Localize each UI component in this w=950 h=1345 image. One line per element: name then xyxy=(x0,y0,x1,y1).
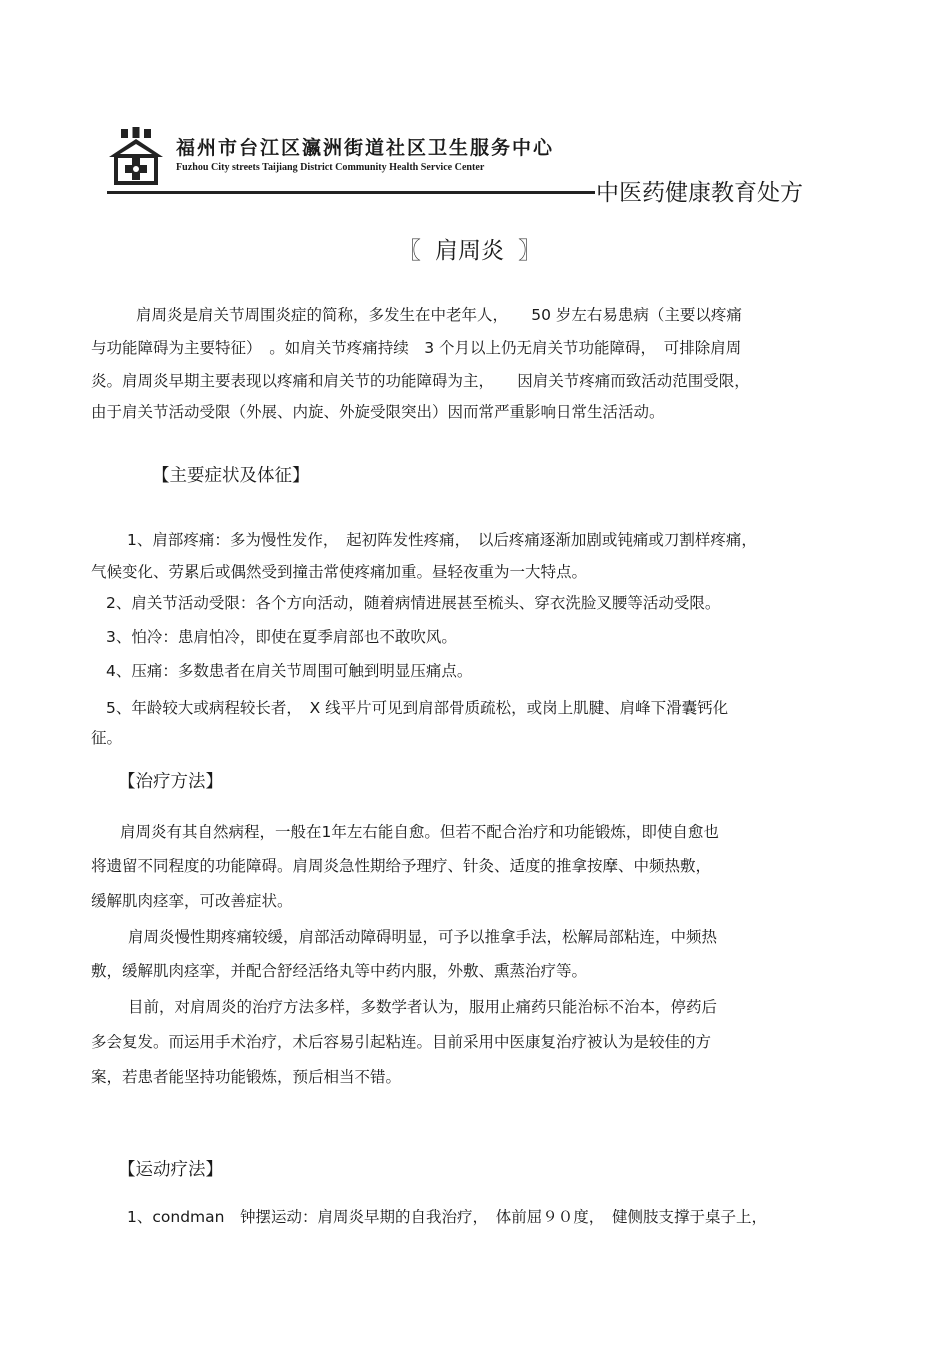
treatment-line-4: 肩周炎慢性期疼痛较缓，肩部活动障碍明显，可予以推拿手法，松解局部粘连，中频热 xyxy=(128,928,718,946)
exercise-line-1: 1、condman 钟摆运动：肩周炎早期的自我治疗， 体前屈９０度， 健侧肢支撑于桌子上， xyxy=(127,1208,767,1226)
intro-line-3: 炎。肩周炎早期主要表现以疼痛和肩关节的功能障碍为主， 因肩关节疼痛而致活动范围受限， xyxy=(91,372,750,390)
organization-name-en: Fuzhou City streets Taijiang District Community Health Service Center xyxy=(176,162,485,173)
logo xyxy=(107,127,165,185)
treatment-line-3: 缓解肌肉痉挛，可改善症状。 xyxy=(91,892,293,910)
treatment-line-1: 肩周炎有其自然病程，一般在1年左右能自愈。但若不配合治疗和功能锻炼，即使自愈也 xyxy=(120,823,719,841)
symptom-line-3: 2、肩关节活动受限：各个方向活动，随着病情进展甚至梳头、穿衣洗脸叉腰等活动受限。 xyxy=(106,594,721,612)
treatment-line-7: 多会复发。而运用手术治疗，术后容易引起粘连。目前采用中医康复治疗被认为是较佳的方 xyxy=(91,1033,712,1051)
treatment-line-8: 案，若患者能坚持功能锻炼，预后相当不错。 xyxy=(91,1068,402,1086)
title-open-bracket: 〖 xyxy=(398,238,421,264)
community-health-logo-icon xyxy=(107,127,165,185)
symptom-line-7: 征。 xyxy=(91,729,123,747)
prescription-title: 中医药健康教育处方 xyxy=(596,180,803,206)
intro-line-4: 由于肩关节活动受限（外展、内旋、外旋受限突出）因而常严重影响日常生活活动。 xyxy=(91,403,665,421)
title-text: 肩周炎 xyxy=(435,238,504,264)
symptom-line-2: 气候变化、劳累后或偶然受到撞击常使疼痛加重。昼轻夜重为一大特点。 xyxy=(91,563,588,581)
exercise-heading: 【运动疗法】 xyxy=(118,1160,223,1180)
intro-line-1: 肩周炎是肩关节周围炎症的简称，多发生在中老年人， 50 岁左右易患病（主要以疼痛 xyxy=(136,306,742,324)
treatment-line-6: 目前，对肩周炎的治疗方法多样，多数学者认为，服用止痛药只能治标不治本，停药后 xyxy=(128,998,718,1016)
treatment-heading: 【治疗方法】 xyxy=(118,772,223,792)
treatment-line-5: 敷，缓解肌肉痉挛，并配合舒经活络丸等中药内服，外敷、熏蒸治疗等。 xyxy=(91,962,588,980)
intro-line-2: 与功能障碍为主要特征） 。如肩关节疼痛持续 3 个月以上仍无肩关节功能障碍， 可排除肩周 xyxy=(91,339,742,357)
treatment-line-2: 将遗留不同程度的功能障碍。肩周炎急性期给予理疗、针灸、适度的推拿按摩、中频热敷， xyxy=(91,857,712,875)
title-close-bracket: 〗 xyxy=(518,238,541,264)
symptom-line-5: 4、压痛：多数患者在肩关节周围可触到明显压痛点。 xyxy=(106,662,473,680)
symptom-line-4: 3、怕冷：患肩怕冷，即使在夏季肩部也不敢吹风。 xyxy=(106,628,457,646)
symptom-line-6: 5、年龄较大或病程较长者， X 线平片可见到肩部骨质疏松，或岗上肌腱、肩峰下滑囊钙化 xyxy=(106,699,729,717)
symptoms-heading: 【主要症状及体征】 xyxy=(152,466,310,486)
symptom-line-1: 1、肩部疼痛：多为慢性发作， 起初阵发性疼痛， 以后疼痛逐渐加剧或钝痛或刀割样疼痛， xyxy=(127,531,757,549)
header-divider xyxy=(107,191,595,194)
document-title xyxy=(398,232,541,265)
organization-name-cn: 福州市台江区瀛洲街道社区卫生服务中心 xyxy=(176,137,555,159)
